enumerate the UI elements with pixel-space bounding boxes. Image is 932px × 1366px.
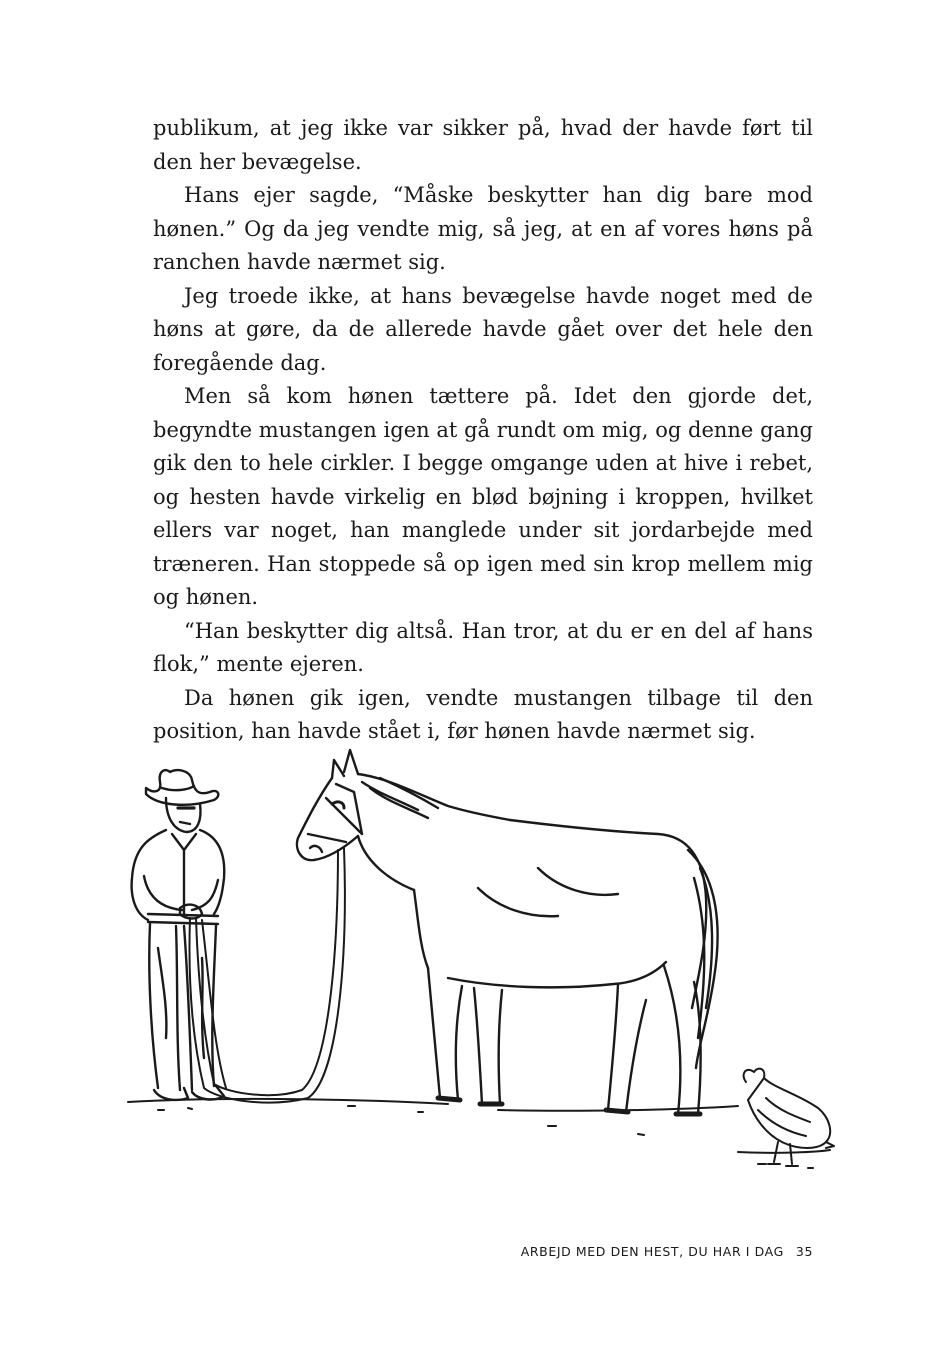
paragraph-3: Jeg troede ikke, at hans bevægelse havde noget med de høns at gøre, da de allerede havde gået over det hele den foregående dag.	[153, 283, 813, 375]
running-head: ARBEJD MED DEN HEST, DU HAR I DAG	[520, 1244, 784, 1259]
paragraph-4: Men så kom hønen tættere på. Idet den gjorde det, begyndte mustangen igen at gå rundt om mig, og denne gang gik den to hele cirkler. I begge omgange uden at hive i rebet, og hesten havde virkelig en blød bøjning i kroppen, hvilket ellers var noget, han manglede under sit jordarbejde med træneren. Han stoppede så op igen med sin krop mellem mig og hønen.	[153, 384, 813, 609]
cowboy-figure	[132, 770, 225, 1100]
horse	[297, 750, 718, 1114]
paragraph-1: publikum, at jeg ikke var sikker på, hvad der havde ført til den her bevægelse.	[153, 116, 813, 174]
paragraph-2: Hans ejer sagde, “Måske beskytter han dig bare mod hønen.” Og da jeg vendte mig, så jeg, at en af vores høns på ranchen havde nærmet sig.	[153, 183, 813, 274]
paragraph-5: “Han beskytter dig altså. Han tror, at du er en del af hans flok,” mente ejeren.	[153, 618, 813, 676]
page-footer	[153, 1244, 813, 1259]
page-number: 35	[795, 1244, 813, 1259]
line-drawing	[118, 738, 838, 1178]
paragraph-6: Da hønen gik igen, vendte mustangen tilbage til den position, han havde stået i, før hønen havde nærmet sig.	[153, 685, 813, 743]
ground	[128, 1099, 830, 1168]
body-text	[153, 112, 813, 749]
illustration	[118, 738, 838, 1178]
